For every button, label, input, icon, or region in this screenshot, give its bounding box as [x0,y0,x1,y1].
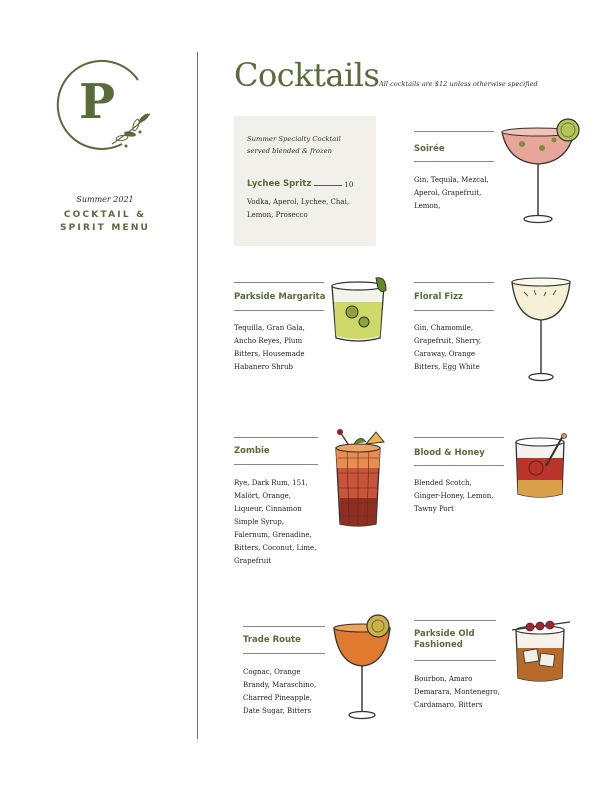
specialty-subtitle [247,133,372,157]
ingredients-line: Lemon, [414,202,441,210]
item-ingredients [414,477,494,516]
ingredients-line: Bourbon, Amaro [414,675,473,683]
ingredients-line: Gin, Tequila, Mezcal, [414,176,489,184]
item-rule [243,653,325,654]
specialty-subtitle-line2: served blended & frozen [247,147,332,155]
menu-title [40,209,170,235]
ingredients-line: Liqueur, Cinnamon [234,505,302,513]
logo-leaf-icon [52,52,156,156]
item-rule [414,437,504,438]
item-name: Zombie [234,446,270,456]
item-rule [234,282,324,283]
specialty-price: 10 [344,180,354,189]
margarita-glass-icon [328,272,394,346]
specialty-ingredients [247,196,367,221]
menu-item-trade-route [243,626,343,726]
menu-item-blood-honey [414,437,514,527]
item-name: Parkside Margarita [234,292,326,302]
ingredients-line: Bitters, Egg White [414,363,480,371]
ingredients-line: Vodka, Aperol, Lychee, Chai, [247,198,350,206]
ingredients-line: Ginger-Honey, Lemon, [414,492,494,500]
ingredients-line: Habanero Shrub [234,363,294,371]
season-label: Summer 2021 [76,195,134,204]
vertical-divider [197,52,198,739]
ingredients-line: Caraway, Orange [414,350,476,358]
ingredients-line: Bitters, Housemade [234,350,305,358]
item-rule [234,437,318,438]
menu-title-line1: COCKTAIL & [63,210,147,220]
menu-item-soiree [414,131,504,221]
rocks-glass-icon [512,432,572,504]
old-fashioned-glass-icon [508,616,574,686]
item-name: Floral Fizz [414,292,463,302]
ingredients-line: Lemon, Prosecco [247,210,308,219]
ingredients-line: Tawny Port [414,505,454,513]
ingredients-line: Demarara, Montenegro, [414,688,500,696]
menu-title-line2: SPIRIT MENU [59,223,151,233]
ingredients-line: Malört, Orange, [234,492,292,500]
zombie-glass-icon [330,428,392,530]
item-rule [414,465,504,466]
item-ingredients [414,322,481,374]
specialty-name: Lychee Spritz [247,179,312,189]
ingredients-line: Brandy, Maraschino, [243,681,317,689]
price-leader [314,185,342,186]
menu-item-zombie [234,437,334,577]
ingredients-line: Tequilla, Gran Gala, [234,324,305,332]
ingredients-line: Rye, Dark Rum, 151, [234,479,308,487]
item-ingredients [234,322,305,374]
trade-route-coupe-icon [330,612,396,722]
ingredients-line: Simple Syrup, [234,518,285,526]
ingredients-line: Cardamaro, Bitters [414,701,483,709]
item-rule [414,161,494,162]
logo-letter: P [79,74,116,130]
ingredients-line: Cognac, Orange [243,668,301,676]
item-rule [414,131,494,132]
item-rule [414,620,496,621]
item-rule [234,310,324,311]
item-ingredients [243,666,316,718]
coupe-glass-icon [498,118,586,228]
item-name-line: Fashioned [414,640,463,650]
item-name [414,629,475,651]
ingredients-line: Charred Pineapple, [243,694,312,702]
ingredients-line: Ancho Reyes, Plum [234,337,303,345]
item-name: Soirée [414,144,445,154]
item-name: Blood & Honey [414,448,485,458]
ingredients-line: Falernum, Grenadine, [234,531,312,539]
ingredients-line: Date Sugar, Bitters [243,707,312,715]
item-name: Trade Route [243,635,301,645]
menu-item-floral-fizz [414,282,504,382]
ingredients-line: Bitters, Coconut, Lime, [234,544,317,552]
menu-item-old-fashioned [414,620,514,720]
item-rule [234,464,318,465]
item-rule [414,310,494,311]
fizz-coupe-icon [508,272,578,384]
ingredients-line: Grapefruit, Sherry, [414,337,482,345]
page-title: Cocktails [234,56,380,94]
specialty-box [234,116,376,246]
item-ingredients [234,477,316,568]
item-ingredients [414,673,500,712]
ingredients-line: Grapefruit [234,557,272,565]
ingredients-line: Aperol, Grapefruit, [414,189,482,197]
menu-item-parkside-margarita [234,282,334,382]
item-rule [243,626,325,627]
ingredients-line: Blended Scotch, [414,479,472,487]
price-note: All cocktails are $12 unless otherwise specified [379,80,538,88]
ingredients-line: Gin, Chamomile, [414,324,474,332]
item-rule [414,282,494,283]
item-ingredients [414,174,489,213]
specialty-subtitle-line1: Summer Specialty Cocktail [247,135,341,143]
item-rule [414,660,496,661]
item-name-line: Parkside Old [414,629,475,639]
